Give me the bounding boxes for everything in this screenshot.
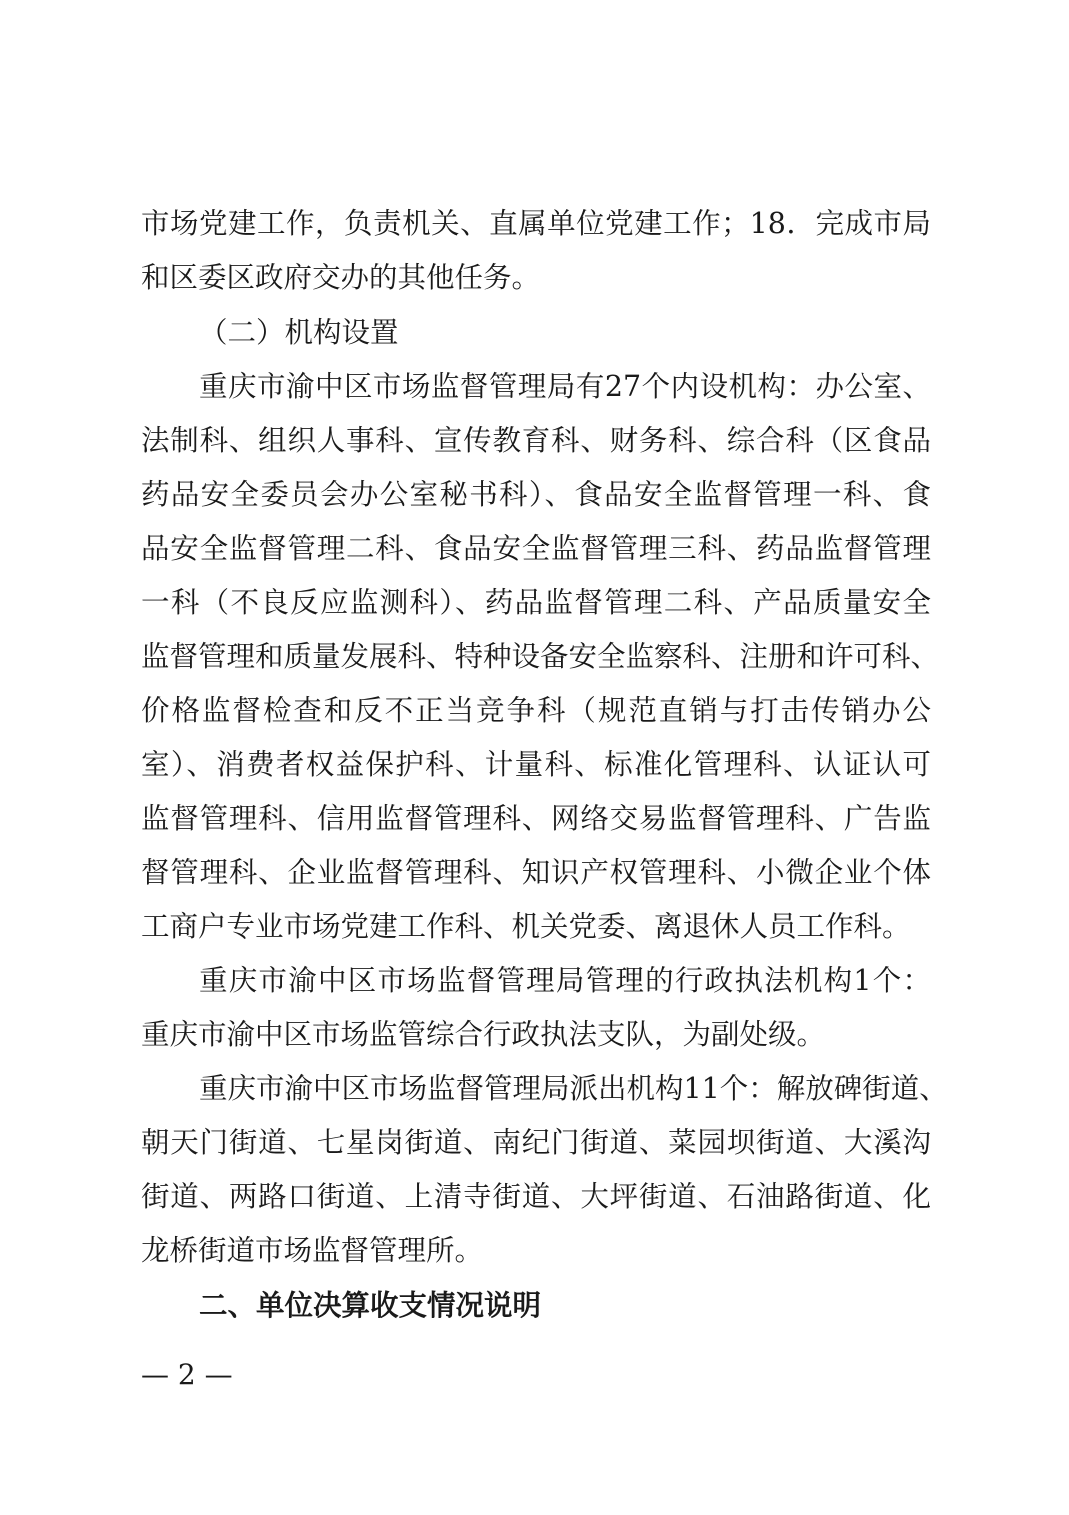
paragraph-internal-line-1: 重庆市渝中区市场监督管理局有27个内设机构：办公室、 bbox=[199, 370, 931, 403]
section-heading-org: （二）机构设置 bbox=[199, 316, 399, 349]
paragraph-enforcement-line-1: 重庆市渝中区市场监督管理局管理的行政执法机构1个： bbox=[199, 964, 931, 997]
paragraph-dispatched-line-4: 龙桥街道市场监督管理所。 bbox=[141, 1234, 484, 1267]
paragraph-internal-line-4: 品安全监督管理二科、食品安全监督管理三科、药品监督管理 bbox=[141, 532, 931, 565]
paragraph-enforcement-line-2: 重庆市渝中区市场监管综合行政执法支队，为副处级。 bbox=[141, 1018, 826, 1051]
page-number: — 2 — bbox=[141, 1358, 233, 1391]
paragraph-internal-line-10: 督管理科、企业监督管理科、知识产权管理科、小微企业个体 bbox=[141, 856, 931, 889]
paragraph-intro-line-2: 和区委区政府交办的其他任务。 bbox=[141, 261, 541, 294]
paragraph-internal-line-5: 一科（不良反应监测科）、药品监督管理二科、产品质量安全 bbox=[141, 586, 931, 619]
paragraph-internal-line-7: 价格监督检查和反不正当竞争科（规范直销与打击传销办公 bbox=[141, 694, 931, 727]
paragraph-dispatched-line-1: 重庆市渝中区市场监督管理局派出机构11个：解放碑街道、 bbox=[199, 1072, 948, 1105]
paragraph-internal-line-2: 法制科、组织人事科、宣传教育科、财务科、综合科（区食品 bbox=[141, 424, 931, 457]
paragraph-intro-line-1: 市场党建工作，负责机关、直属单位党建工作；18．完成市局 bbox=[141, 207, 931, 240]
paragraph-internal-line-6: 监督管理和质量发展科、特种设备安全监察科、注册和许可科、 bbox=[141, 640, 940, 673]
paragraph-internal-line-8: 室）、消费者权益保护科、计量科、标准化管理科、认证认可 bbox=[141, 748, 931, 781]
paragraph-dispatched-line-3: 街道、两路口街道、上清寺街道、大坪街道、石油路街道、化 bbox=[141, 1180, 931, 1213]
paragraph-internal-line-9: 监督管理科、信用监督管理科、网络交易监督管理科、广告监 bbox=[141, 802, 931, 835]
paragraph-dispatched-line-2: 朝天门街道、七星岗街道、南纪门街道、菜园坝街道、大溪沟 bbox=[141, 1126, 931, 1159]
paragraph-internal-line-11: 工商户专业市场党建工作科、机关党委、离退休人员工作科。 bbox=[141, 910, 911, 943]
paragraph-internal-line-3: 药品安全委员会办公室秘书科）、食品安全监督管理一科、食 bbox=[141, 478, 931, 511]
section-heading-budget: 二、单位决算收支情况说明 bbox=[199, 1289, 542, 1322]
